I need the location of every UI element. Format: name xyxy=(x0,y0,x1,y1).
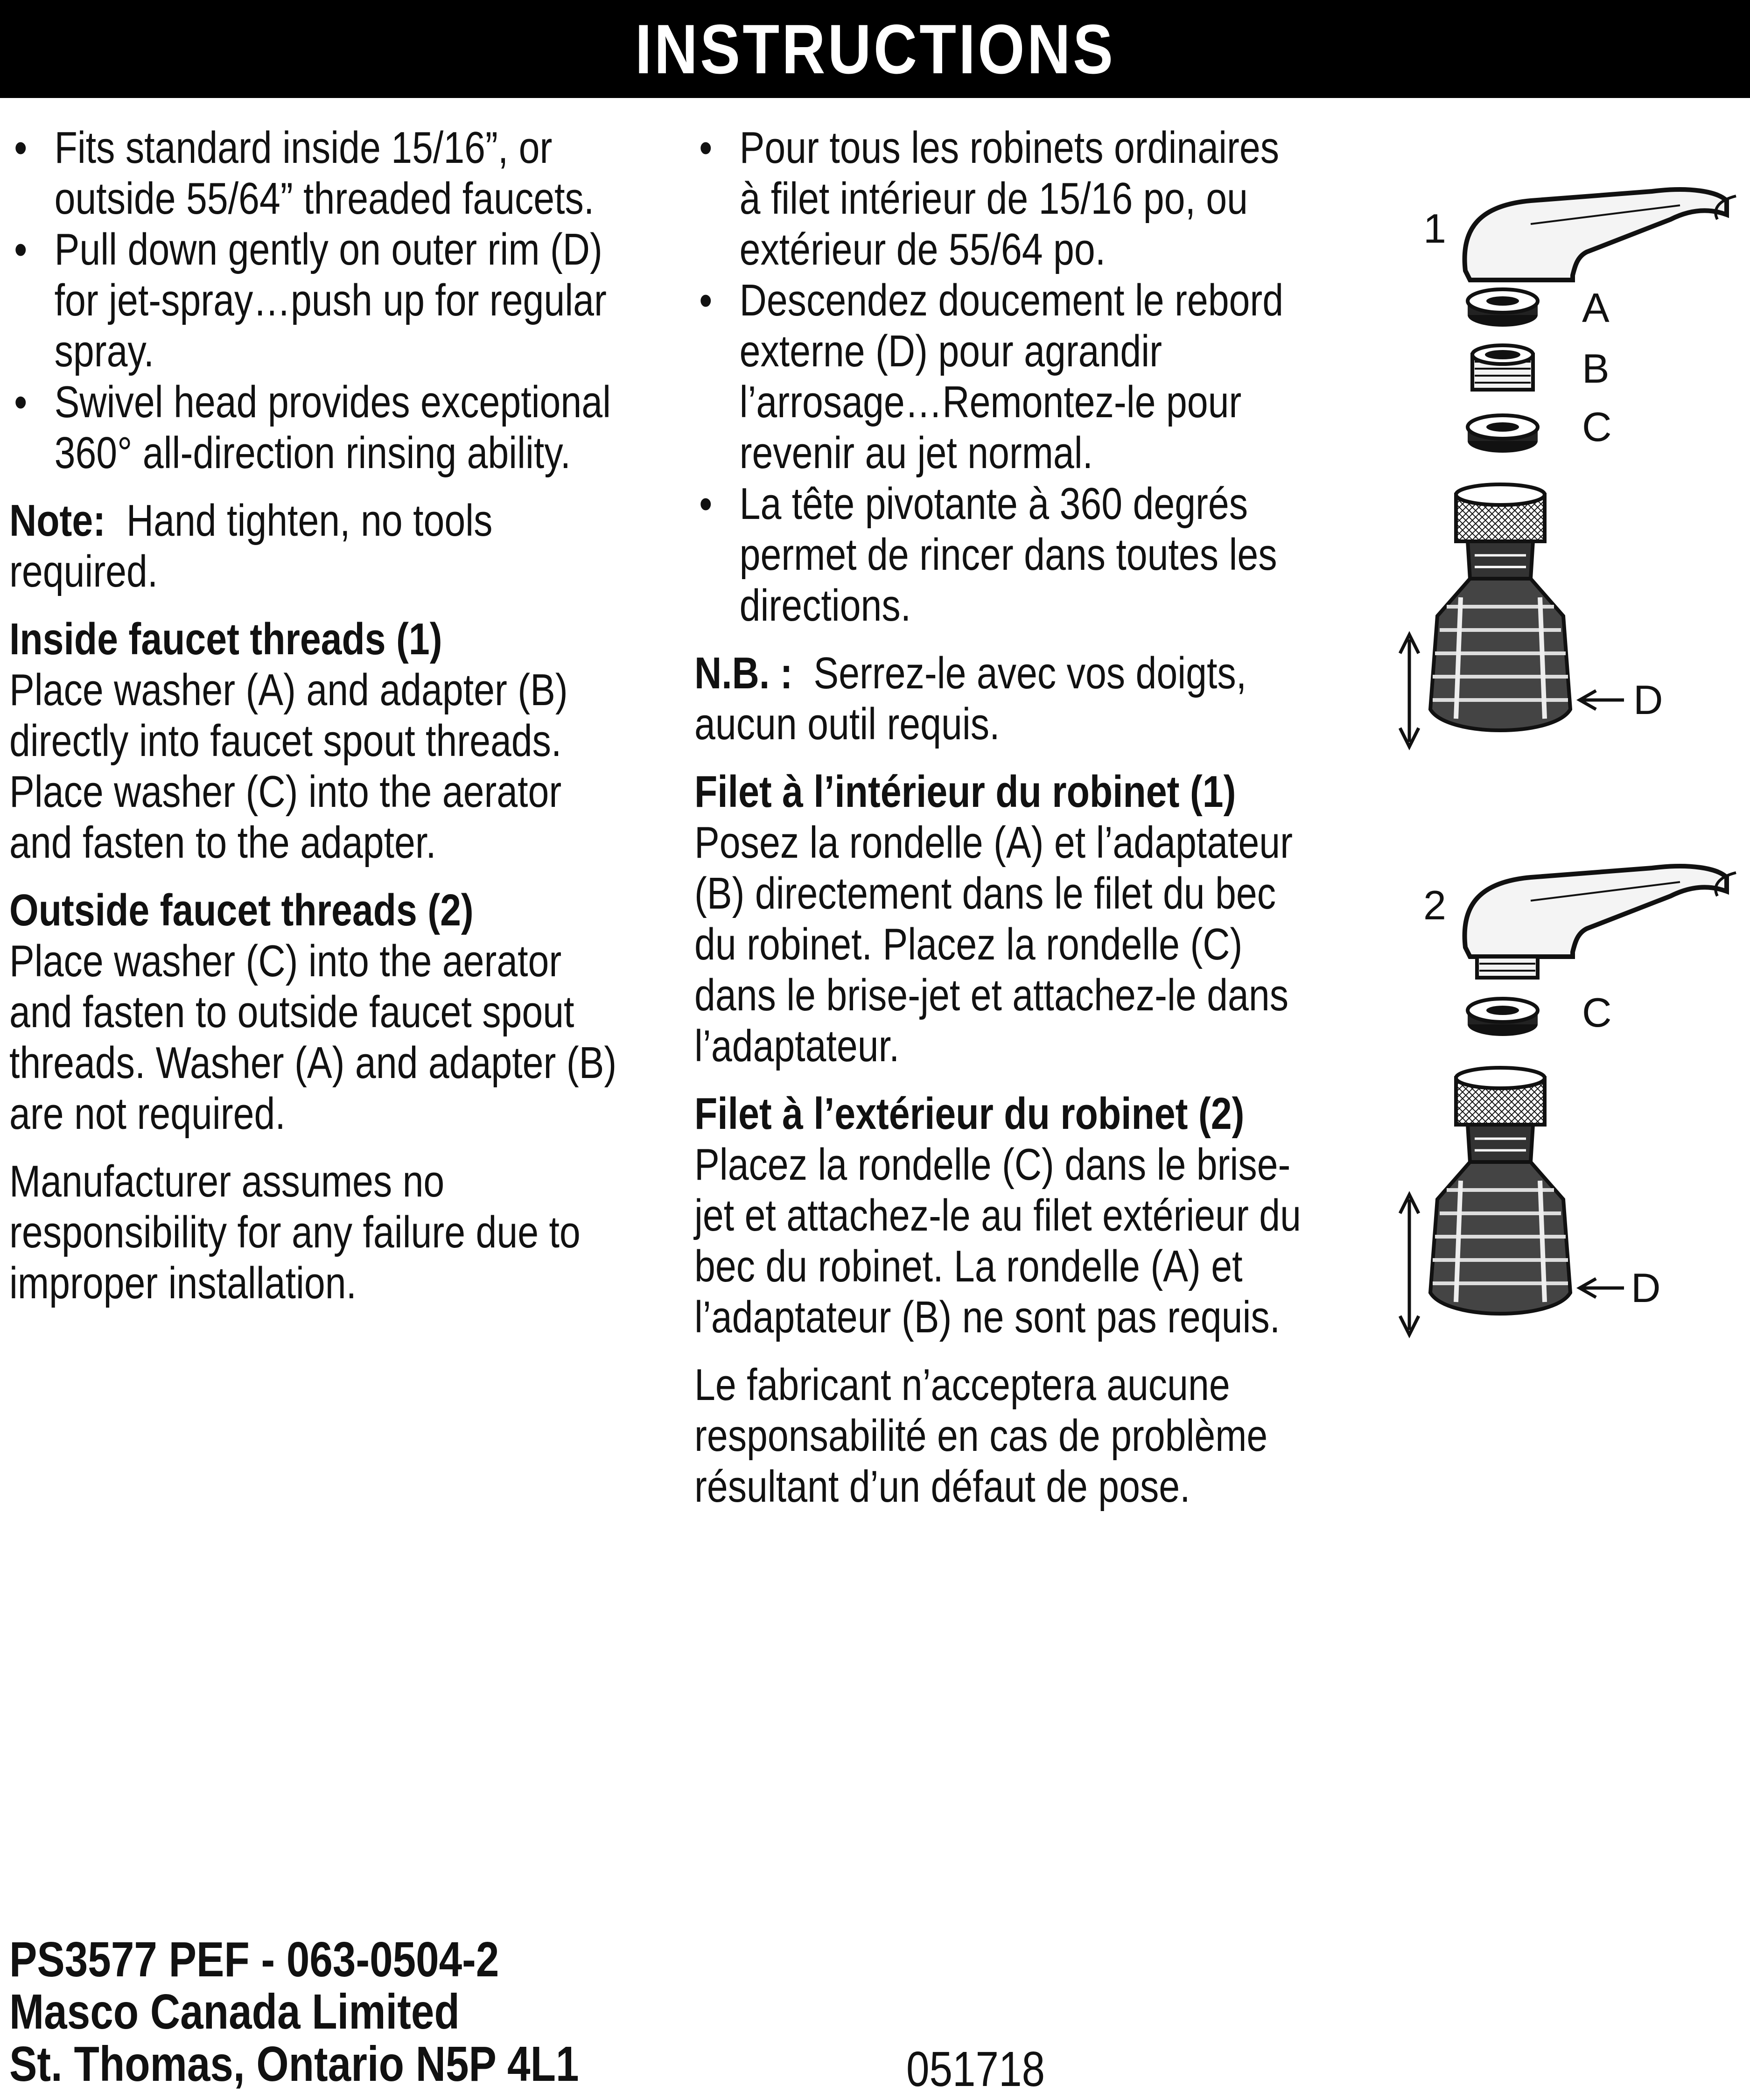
english-disclaimer: Manufacturer assumes no responsibility for any failure due to improper installation. xyxy=(9,1156,581,1308)
outside-threads-heading: Filet à l’extérieur du robinet (2) xyxy=(694,1089,1245,1139)
pointer-arrow-icon xyxy=(1580,1279,1624,1297)
manufacturer-footer xyxy=(9,1933,579,2090)
french-disclaimer: Le fabricant n’acceptera aucune responsabilité en cas de problème résultant d’un défaut de pose. xyxy=(694,1360,1268,1512)
adapter-b-icon xyxy=(1472,345,1533,390)
aerator-icon xyxy=(1430,484,1570,730)
list-item: • Fits standard inside 15/16”, or outside 55/64” threaded faucets. xyxy=(9,122,625,224)
inside-threads-heading: Inside faucet threads (1) xyxy=(9,614,442,664)
outside-threads-text: Placez la rondelle (C) dans le brise-jet et attachez-le au filet extérieur du bec du robinet. La rondelle (A) et l’adaptateur (B) ne sont pas requis. xyxy=(694,1140,1301,1342)
note-text: Serrez-le avec vos doigts, aucun outil requis. xyxy=(694,648,1247,749)
label-b: B xyxy=(1582,345,1610,392)
list-item: • Descendez doucement le rebord externe (D) pour agrandir l’arrosage…Remontez-le pour revenir au jet normal. xyxy=(694,275,1306,478)
list-item: • Pull down gently on outer rim (D) for jet-spray…push up for regular spray. xyxy=(9,224,625,377)
french-inside-section xyxy=(694,766,1306,1071)
note-label: N.B. : xyxy=(694,648,793,698)
figure-1 xyxy=(1400,189,1736,747)
list-item: • Swivel head provides exceptional 360° all-direction rinsing ability. xyxy=(9,377,625,478)
list-item: • La tête pivotante à 360 degrés permet de rincer dans toutes les directions. xyxy=(694,478,1306,631)
inside-threads-text: Posez la rondelle (A) et l’adaptateur (B) directement dans le filet du bec du robinet. Placez la rondelle (C) dans le brise-jet et attachez-le dans l’adaptateur. xyxy=(694,818,1293,1071)
pointer-arrow-icon xyxy=(1580,691,1624,709)
english-outside-section xyxy=(9,885,625,1139)
label-d: D xyxy=(1631,1265,1661,1311)
english-inside-section xyxy=(9,614,625,868)
washer-a-icon xyxy=(1468,289,1538,327)
washer-c-icon xyxy=(1468,415,1538,453)
label-d: D xyxy=(1633,677,1663,723)
faucet-spout-icon xyxy=(1465,189,1736,280)
washer-c-icon xyxy=(1468,999,1538,1036)
label-c: C xyxy=(1582,404,1612,450)
english-feature-list xyxy=(9,122,625,478)
up-down-arrow-icon xyxy=(1400,635,1419,747)
figure-2 xyxy=(1400,866,1736,1335)
aerator-icon xyxy=(1430,1068,1570,1314)
list-item: • Pour tous les robinets ordinaires à filet intérieur de 15/16 po, ou extérieur de 55/64 po. xyxy=(694,122,1306,275)
product-code: PS3577 PEF - 063-0504-2 xyxy=(9,1932,499,1987)
inside-threads-heading: Filet à l’intérieur du robinet (1) xyxy=(694,767,1236,817)
page-title: INSTRUCTIONS xyxy=(635,9,1115,88)
inside-threads-text: Place washer (A) and adapter (B) directly into faucet spout threads. Place washer (C) into the aerator and fasten to the adapter. xyxy=(9,665,568,868)
french-column xyxy=(694,122,1306,1512)
aerator-installation-illustration xyxy=(1391,112,1750,1372)
figure-1-number: 1 xyxy=(1423,205,1446,252)
french-note xyxy=(694,648,1306,749)
outside-threads-text: Place washer (C) into the aerator and fasten to outside faucet spout threads. Washer (A) and adapter (B) are not required. xyxy=(9,936,617,1139)
instructions-header xyxy=(0,0,1750,98)
note-text: Hand tighten, no tools required. xyxy=(9,496,493,596)
french-outside-section xyxy=(694,1088,1306,1343)
up-down-arrow-icon xyxy=(1400,1195,1419,1335)
document-code: 051718 xyxy=(906,2042,1045,2097)
label-a: A xyxy=(1582,285,1610,331)
figure-2-number: 2 xyxy=(1423,882,1446,928)
faucet-spout-icon xyxy=(1465,866,1736,978)
company-name: Masco Canada Limited xyxy=(9,1984,460,2039)
outside-threads-heading: Outside faucet threads (2) xyxy=(9,885,474,935)
note-label: Note: xyxy=(9,496,106,546)
english-column xyxy=(9,122,625,1309)
company-address: St. Thomas, Ontario N5P 4L1 xyxy=(9,2037,579,2092)
french-feature-list xyxy=(694,122,1306,631)
label-c: C xyxy=(1582,989,1612,1036)
english-note xyxy=(9,495,625,597)
